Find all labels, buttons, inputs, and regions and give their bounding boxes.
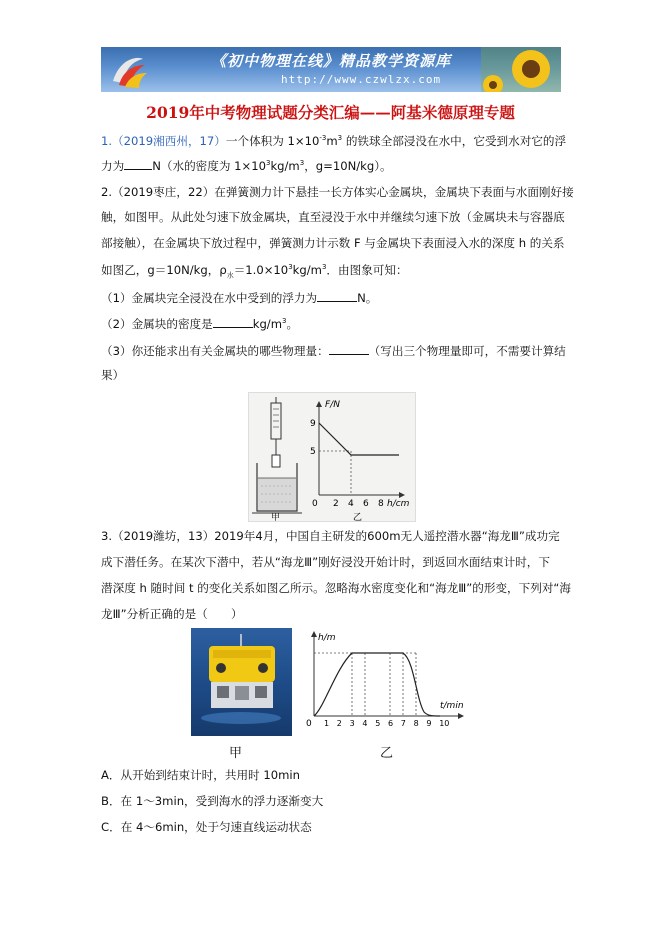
q2-figure-svg (249, 393, 415, 521)
q2-xtick-2: 2 (333, 499, 339, 509)
q2-caption-b: 乙 (353, 513, 363, 521)
q3-xtick-6: 6 (388, 719, 394, 728)
q2-line-1: 2.（2019枣庄，22）在弹簧测力计下悬挂一长方体实心金属块，金属块下表面与水面刚好接 (101, 185, 574, 199)
q2-part-2: （2）金属块的密度是 $kg/m^3$。 (101, 317, 299, 331)
q3-x-ticks (324, 719, 449, 728)
q3-xtick-7: 7 (400, 719, 406, 728)
q2-part-1: （1）金属块完全浸没在水中受到的浮力为 N。 (101, 291, 378, 305)
q2-figure (248, 392, 416, 522)
q3-option-b[interactable]: B．在 1～3min，受到海水的浮力逐渐变大 (101, 794, 324, 808)
banner-title: 《初中物理在线》精品教学资源库 (211, 52, 452, 70)
q3-ylabel: h/m (318, 633, 336, 643)
q3-xtick-10: 10 (439, 719, 450, 728)
document-title: 2019年中考物理试题分类汇编——阿基米德原理专题 (146, 103, 515, 122)
q1-line-2: 力为 N（水的密度为 $1\times 10^3kg/m^3$，g=10N/kg）。 (101, 159, 392, 173)
q2-caption-a: 甲 (271, 513, 281, 521)
q2-xtick-6: 6 (363, 499, 369, 509)
submersible-photo (191, 628, 292, 736)
q3-xtick-4: 4 (362, 719, 368, 728)
site-logo-icon (109, 51, 149, 89)
q3-y-arrow-icon (311, 631, 317, 637)
q2-part3-blank[interactable] (329, 343, 369, 355)
spring-scale-icon (271, 397, 281, 467)
q3-xtick-8: 8 (413, 719, 419, 728)
q3-depth-curve (314, 653, 440, 716)
q2-line-3: 部接触），在金属块下放过程中，弹簧测力计示数 F 与金属块下表面浸入水的深度 h 的关系 (101, 236, 565, 250)
beaker-icon (252, 463, 302, 513)
q2-line-2: 触，如图甲。从此处匀速下放金属块，直至浸没于水中并继续匀速下放（金属块未与容器底 (101, 210, 565, 224)
q2-ytick-9: 9 (310, 419, 316, 429)
q3-origin: 0 (306, 719, 312, 729)
q3-line-3: 潜深度 h 随时间 t 的变化关系如图乙所示。忽略海水密度变化和“海龙Ⅲ”的形变，下列对“海 (101, 581, 572, 595)
q2-line-4: 如图乙，g＝10N/kg，$\rho_水=1.0\times 10^3kg/m^3$．由图象可知： (101, 263, 408, 280)
q3-xtick-1: 1 (324, 719, 330, 728)
q1-answer-blank[interactable] (124, 158, 152, 170)
q1-line-1: 1.（2019湘西州，17）一个体积为 $1\times 10^{-3}m^3$ 的铁球全部浸没在水中，它受到水对它的浮 (101, 134, 567, 148)
q3-xtick-2: 2 (336, 719, 342, 728)
q3-chart (300, 628, 470, 740)
q2-x-arrow-icon (399, 492, 405, 498)
q3-chart-svg (300, 628, 470, 740)
sunflower-icon (481, 47, 561, 92)
q2-ytick-5: 5 (310, 447, 316, 457)
q3-xtick-3: 3 (349, 719, 355, 728)
q3-line-2: 成下潜任务。在某次下潜中，若从“海龙Ⅲ”刚好浸没开始计时，到返回水面结束计时，下 (101, 555, 550, 569)
q2-part-3-cont: 果） (101, 368, 125, 382)
q3-line-1: 3.（2019潍坊，13）2019年4月，中国自主研发的600m无人遥控潜水器“海龙Ⅲ”成功完 (101, 529, 560, 543)
q2-xlabel: h/cm (387, 499, 410, 509)
banner-url[interactable]: http://www.czwlzx.com (281, 73, 442, 86)
q1-source: 1.（2019湘西州，17） (101, 134, 226, 148)
submersible-icon (191, 628, 292, 736)
q3-option-a[interactable]: A．从开始到结束计时，共用时 10min (101, 768, 300, 782)
q2-xtick-0: 0 (312, 499, 318, 509)
q2-data-line (319, 423, 399, 455)
q3-caption-b: 乙 (380, 746, 394, 761)
q2-part1-blank[interactable] (317, 290, 357, 302)
q2-xtick-4: 4 (348, 499, 354, 509)
q2-ylabel: F/N (325, 400, 340, 410)
q3-x-arrow-icon (458, 713, 464, 719)
q3-line-4: 龙Ⅲ”分析正确的是（ ） (101, 607, 243, 621)
q3-xtick-9: 9 (426, 719, 432, 728)
q3-xtick-5: 5 (375, 719, 381, 728)
q3-xlabel: t/min (440, 701, 464, 711)
q3-caption-a: 甲 (229, 746, 243, 761)
q2-part2-blank[interactable] (213, 316, 253, 328)
q2-part-3: （3）你还能求出有关金属块的哪些物理量： （写出三个物理量即可，不需要计算结 (101, 344, 566, 358)
header-banner (101, 47, 561, 92)
q2-xtick-8: 8 (378, 499, 384, 509)
q2-y-arrow-icon (316, 401, 322, 407)
q3-option-c[interactable]: C．在 4～6min，处于匀速直线运动状态 (101, 820, 312, 834)
